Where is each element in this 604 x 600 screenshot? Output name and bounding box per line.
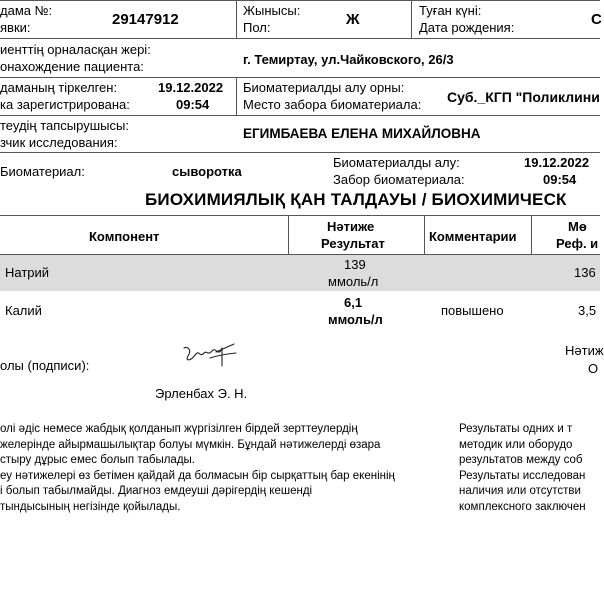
handwritten-signature xyxy=(176,338,238,370)
footer-note-kz xyxy=(0,422,443,516)
table-col-divider xyxy=(424,215,425,254)
footer-kz-line: еу нәтижелері өз бетімен қайдай да болмасын бір сырқаттың бар екенінің xyxy=(0,469,395,482)
signature-label: олы (подписи): xyxy=(0,358,90,373)
requester-label-ru: зчик исследования: xyxy=(0,135,118,150)
footer-kz-line: олі әдіс немесе жабдық қолданып жүргізілген бірдей зерттеулердің xyxy=(0,423,358,435)
signature-right-partial: О xyxy=(588,361,599,376)
order-number: 29147912 xyxy=(112,11,179,28)
footer-ru-line: комплексного заключен xyxy=(459,500,586,513)
collection-place-label-kz: Биоматериалды алу орны: xyxy=(243,80,405,95)
column-header-result-ru: Результат xyxy=(321,236,385,251)
collection-label-ru: Забор биоматериала: xyxy=(333,172,465,187)
row-divider xyxy=(0,77,600,78)
row-divider xyxy=(0,38,600,39)
order-label-kz: дама №: xyxy=(0,3,53,18)
requester-label-kz: теудің тапсырушысы: xyxy=(0,118,129,133)
column-header-comments: Комментарии xyxy=(429,229,517,244)
birth-value: С xyxy=(591,11,602,28)
registration-time: 09:54 xyxy=(176,97,210,112)
footer-note-ru xyxy=(459,422,600,516)
report-title: БИОХИМИЯЛЫҚ ҚАН ТАЛДАУЫ / БИОХИМИЧЕСК xyxy=(145,190,567,209)
footer-ru-line: Результаты одних и т xyxy=(459,423,573,435)
column-header-ref-kz: Мө xyxy=(568,219,587,234)
footer-kz-line: тындысының негізінде қойылады. xyxy=(0,500,181,513)
birth-label-ru: Дата рождения: xyxy=(419,20,515,35)
signature-name: Эрленбах Э. Н. xyxy=(155,386,248,401)
column-header-component: Компонент xyxy=(89,229,160,244)
gender-label-ru: Пол: xyxy=(243,20,271,35)
gender-label-kz: Жынысы: xyxy=(243,3,301,18)
row-ref: 136 xyxy=(574,265,596,280)
collection-time: 09:54 xyxy=(543,172,577,187)
footer-ru-line: методик или оборудо xyxy=(459,438,573,451)
signature-right-label: Нәтиж xyxy=(565,343,604,358)
footer-ru-line: наличия или отсутстви xyxy=(459,485,581,498)
row-divider xyxy=(0,115,600,116)
requester-name: ЕГИМБАЕВА ЕЛЕНА МИХАЙЛОВНА xyxy=(243,126,481,141)
location-label-kz: иенттің орналасқан жері: xyxy=(0,42,151,57)
row-value: 139 xyxy=(344,257,366,272)
collection-place-label-ru: Место забора биоматериала: xyxy=(243,97,422,112)
order-label-ru: явки: xyxy=(0,20,31,35)
row-component: Натрий xyxy=(5,265,50,280)
col-divider xyxy=(236,0,237,38)
row-value: 6,1 xyxy=(344,295,363,310)
gender-value: Ж xyxy=(346,11,360,28)
registration-date: 19.12.2022 xyxy=(158,80,224,95)
row-divider xyxy=(0,152,600,153)
column-header-result-kz: Нәтиже xyxy=(327,219,375,234)
collection-place-value: Суб._КГП "Поликлини xyxy=(447,89,600,105)
footer-kz-line: желерінде айырмашылықтар болуы мүмкін. Бұндай нәтижелерді өзара xyxy=(0,438,381,451)
registration-label-kz: даманың тіркелген: xyxy=(0,80,118,95)
table-top-border xyxy=(0,215,600,216)
location-value: г. Темиртау, ул.Чайковского, 26/3 xyxy=(243,52,454,67)
footer-ru-line: Результаты исследован xyxy=(459,469,586,482)
col-divider xyxy=(411,0,412,38)
header-top-border xyxy=(0,0,600,1)
collection-label-kz: Биоматериалды алу: xyxy=(333,155,460,170)
biomaterial-label: Биоматериал: xyxy=(0,164,85,179)
table-col-divider xyxy=(288,215,289,254)
registration-label-ru: ка зарегистрирована: xyxy=(0,97,130,112)
collection-date: 19.12.2022 xyxy=(524,155,590,170)
row-ref: 3,5 xyxy=(578,303,597,318)
biomaterial-value: сыворотка xyxy=(172,164,242,179)
col-divider xyxy=(236,77,237,115)
footer-ru-line: результатов между соб xyxy=(459,454,583,467)
birth-label-kz: Туған күні: xyxy=(419,3,482,18)
footer-kz-line: і болып табылмайды. Диагноз емдеуші дәрігердің кешенді xyxy=(0,485,313,498)
row-unit: ммоль/л xyxy=(328,274,379,289)
column-header-ref-ru: Реф. и xyxy=(556,236,599,251)
row-unit: ммоль/л xyxy=(328,312,383,327)
table-col-divider xyxy=(531,215,532,254)
footer-kz-line: стыру дұрыс емес болып табылады. xyxy=(0,454,195,467)
location-label-ru: онахождение пациента: xyxy=(0,59,144,74)
table-row xyxy=(0,255,600,291)
row-component: Калий xyxy=(5,303,42,318)
row-comment: повышено xyxy=(441,303,504,318)
